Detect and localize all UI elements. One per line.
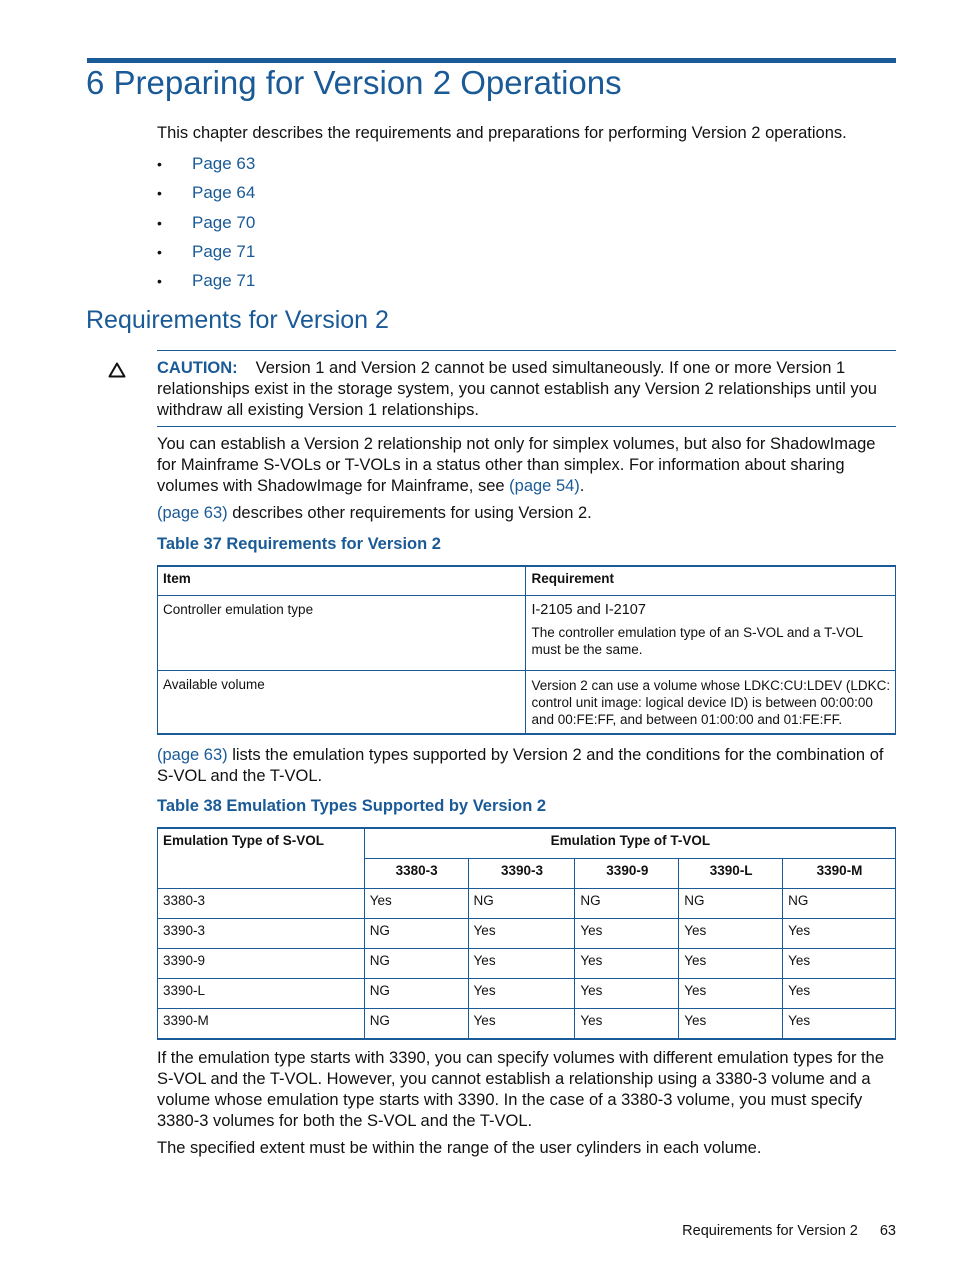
- toc-link[interactable]: Page 71: [192, 241, 256, 261]
- paragraph-emulation-ref: [157, 745, 897, 787]
- toc-item: [157, 239, 255, 268]
- paragraph-sharing: [157, 434, 897, 497]
- table-row: [158, 949, 896, 979]
- compat-cell: Yes: [364, 889, 468, 919]
- tvol-type-header: 3390-9: [575, 859, 679, 889]
- bullet-icon: •: [157, 156, 162, 172]
- toc-link[interactable]: Page 70: [192, 212, 256, 232]
- toc-link[interactable]: Page 63: [192, 154, 256, 173]
- compat-cell: Yes: [575, 919, 679, 949]
- compat-cell: Yes: [575, 949, 679, 979]
- svol-type-cell: 3390-3: [158, 919, 365, 949]
- table-cell-requirement: Version 2 can use a volume whose LDKC:CU:LDEV (LDKC: control unit image: logical device ID) is between 00:00:00 and 00:FE:FF, and between 01:00:00 and 01:FE:FF.: [526, 670, 896, 734]
- paragraph-text: lists the emulation types supported by Version 2 and the conditions for the combination of S-VOL and the T-VOL.: [157, 746, 884, 785]
- page-link[interactable]: (page 63): [157, 504, 228, 522]
- compat-cell: Yes: [575, 979, 679, 1009]
- compat-cell: NG: [783, 889, 896, 919]
- compat-cell: Yes: [468, 919, 575, 949]
- caution-top-rule: [157, 350, 896, 351]
- page-footer: [682, 1223, 896, 1239]
- svol-type-cell: 3380-3: [158, 889, 365, 919]
- chapter-top-rule: [87, 58, 896, 63]
- table-row: [158, 595, 896, 670]
- toc-item: [157, 151, 255, 180]
- table-header-row: [158, 566, 896, 595]
- caution-note: [157, 358, 897, 421]
- page-link[interactable]: (page 54): [509, 477, 580, 495]
- toc-item: [157, 180, 255, 209]
- compat-cell: NG: [575, 889, 679, 919]
- compat-cell: Yes: [468, 979, 575, 1009]
- chapter-intro: This chapter describes the requirements and preparations for performing Version 2 operations.: [157, 124, 847, 142]
- compat-cell: Yes: [679, 979, 783, 1009]
- table38-caption: Table 38 Emulation Types Supported by Version 2: [157, 797, 547, 815]
- tvol-type-header: 3390-L: [679, 859, 783, 889]
- table-row: [158, 979, 896, 1009]
- compat-cell: NG: [468, 889, 575, 919]
- table-row: [158, 919, 896, 949]
- table-header-row: [158, 828, 896, 859]
- compat-cell: Yes: [783, 919, 896, 949]
- tvol-type-header: 3390-M: [783, 859, 896, 889]
- compat-cell: Yes: [783, 1009, 896, 1040]
- paragraph-text: describes other requirements for using Version 2.: [227, 504, 592, 522]
- emulation-types-table: [157, 827, 896, 1040]
- chapter-title: 6 Preparing for Version 2 Operations: [86, 64, 622, 101]
- paragraph-requirements-ref: [157, 503, 897, 524]
- tvol-type-header: 3380-3: [364, 859, 468, 889]
- tvol-type-header: 3390-3: [468, 859, 575, 889]
- paragraph-end: .: [579, 477, 585, 495]
- caution-triangle-icon: [108, 362, 126, 378]
- toc-list: [157, 151, 255, 297]
- compat-cell: Yes: [679, 949, 783, 979]
- toc-link[interactable]: Page 71: [192, 271, 256, 291]
- compat-cell: Yes: [783, 949, 896, 979]
- table-cell-item: Available volume: [158, 670, 526, 734]
- table-row: [158, 1009, 896, 1040]
- compat-cell: NG: [364, 919, 468, 949]
- caution-body: Version 1 and Version 2 cannot be used simultaneously. If one or more Version 1 relationships exist in the storage system, you cannot establish any Version 2 relationships until you withdraw all existing Version 1 relationships.: [157, 359, 877, 419]
- svol-type-cell: 3390-9: [158, 949, 365, 979]
- requirement-value: I-2105 and I-2107: [531, 601, 646, 618]
- table-header-svol: Emulation Type of S-VOL: [158, 828, 365, 889]
- requirement-note: The controller emulation type of an S-VOL and a T-VOL must be the same.: [531, 624, 863, 657]
- table-row: [158, 670, 896, 734]
- page-link[interactable]: (page 63): [157, 746, 228, 764]
- svol-type-cell: 3390-M: [158, 1009, 365, 1040]
- table-header-requirement: Requirement: [526, 566, 896, 595]
- compat-cell: Yes: [679, 1009, 783, 1040]
- footer-section: Requirements for Version 2: [682, 1223, 858, 1239]
- bullet-icon: •: [157, 273, 162, 290]
- table-header-item: Item: [158, 566, 526, 595]
- compat-cell: NG: [364, 949, 468, 979]
- page-number: 63: [879, 1223, 896, 1239]
- paragraph-extent: The specified extent must be within the range of the user cylinders in each volume.: [157, 1139, 762, 1157]
- svol-type-cell: 3390-L: [158, 979, 365, 1009]
- bullet-icon: •: [157, 243, 162, 260]
- paragraph-emulation-rules: If the emulation type starts with 3390, you can specify volumes with different emulation types for the S-VOL and the T-VOL. However, you cannot establish a relationship using a 3380-3 volume and a volume whose emulation type starts with 3390. In the case of a 3380-3 volume, you must specify 3380-3 volumes for both the S-VOL and the T-VOL.: [157, 1049, 884, 1130]
- table-header-tvol: Emulation Type of T-VOL: [364, 828, 895, 859]
- toc-item: [157, 268, 255, 297]
- table-cell-item: Controller emulation type: [158, 595, 526, 670]
- compat-cell: Yes: [783, 979, 896, 1009]
- compat-cell: Yes: [468, 1009, 575, 1040]
- compat-cell: Yes: [575, 1009, 679, 1040]
- bullet-icon: •: [157, 185, 162, 202]
- toc-item: [157, 210, 255, 239]
- compat-cell: NG: [679, 889, 783, 919]
- toc-link[interactable]: Page 64: [192, 183, 256, 203]
- compat-cell: NG: [364, 979, 468, 1009]
- caution-label: CAUTION:: [157, 359, 238, 377]
- table-row: [158, 889, 896, 919]
- paragraph-text: You can establish a Version 2 relationship not only for simplex volumes, but also for ShadowImage for Mainframe S-VOLs or T-VOLs in a status other than simplex. For information about sharing volumes with ShadowImage for Mainframe, see: [157, 435, 876, 495]
- bullet-icon: •: [157, 214, 162, 231]
- requirements-table: [157, 565, 896, 735]
- section-title: Requirements for Version 2: [86, 306, 389, 334]
- table-cell-requirement: [526, 595, 896, 670]
- caution-bottom-rule: [157, 426, 896, 427]
- table37-caption: Table 37 Requirements for Version 2: [157, 535, 441, 553]
- compat-cell: Yes: [679, 919, 783, 949]
- compat-cell: Yes: [468, 949, 575, 979]
- compat-cell: NG: [364, 1009, 468, 1040]
